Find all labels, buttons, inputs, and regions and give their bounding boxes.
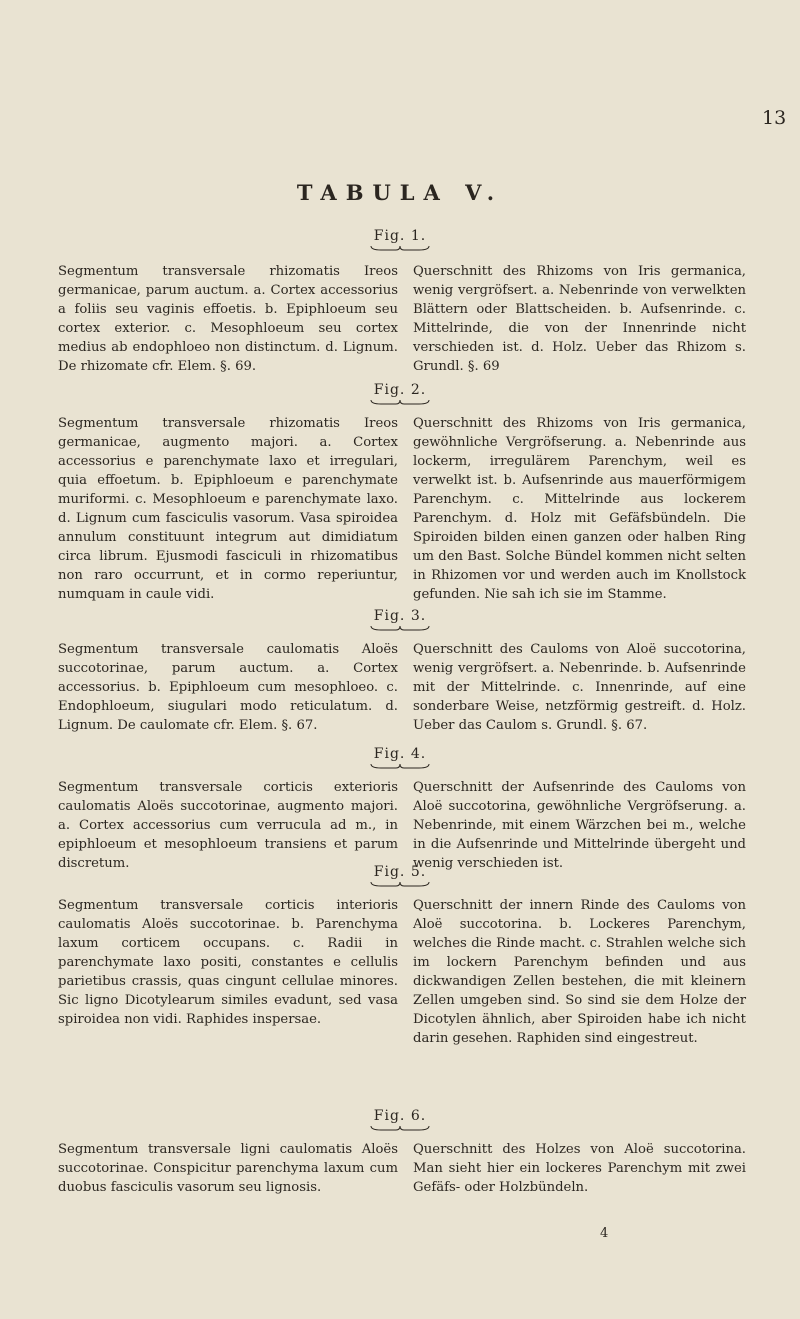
figure-label-text: Fig. 3. <box>373 608 427 624</box>
latin-text: Segmentum transversale ligni caulomatis Aloës succotorinae. Conspicitur parenchyma laxum cum duobus fasciculis vasorum seu lignosis. <box>58 1142 398 1195</box>
figure-label <box>0 608 800 631</box>
figure-label-text: Fig. 6. <box>373 1108 427 1124</box>
german-text: Querschnitt des Holzes von Aloë succotorina. Man sieht hier ein lockeres Parenchym mit zwei Gefäfs- oder Holzbündeln. <box>413 1142 746 1195</box>
german-text: Querschnitt der innern Rinde des Cauloms von Aloë succotorina. b. Lockeres Parenchym, welches die Rinde macht. c. Strahlen welche sich im lockern Parenchym befinden und aus dickwandigen Zellen bestehen, die mit kleinern Zellen umgeben sind. So sind sie dem Holze der Dicotylen ähnlich, aber Spiroiden habe ich nicht darin gesehen. Raphiden sind eingestreut. <box>413 898 746 1046</box>
german-text: Querschnitt des Rhizoms von Iris germanica, wenig vergröfsert. a. Nebenrinde von verwelkten Blättern oder Blattscheiden. b. Aufsenrinde. c. Mittelrinde, die von der Innenrinde nicht verschieden ist. d. Holz. Ueber das Rhizom s. Grundl. §. 69 <box>413 264 746 374</box>
brace-ornament <box>369 763 431 769</box>
latin-text: Segmentum transversale rhizomatis Ireos germanicae, parum auctum. a. Cortex accessorius a foliis seu vaginis effoetis. b. Epiphloeum seu cortex exterior. c. Mesophloeum seu cortex medius ab endophloeo non distinctum. d. Lignum. De rhizomate cfr. Elem. §. 69. <box>58 264 398 374</box>
latin-text: Segmentum transversale rhizomatis Ireos germanicae, augmento majori. a. Cortex accessorius e parenchymate laxo et irregulari, quia effoetum. b. Epiphloeum e parenchymate muriformi. c. Mesophloeum e parenchymate laxo. d. Lignum cum fasciculis vasorum. Vasa spiroidea annulum constituunt integrum aut dimidiatum circa librum. Ejusmodi fasciculi in rhizomatibus non raro occurrunt, et in cormo reperiuntur, numquam in caule vidi. <box>58 416 398 602</box>
page-number: 13 <box>762 107 787 129</box>
figure-label-text: Fig. 5. <box>373 864 427 880</box>
german-text: Querschnitt der Aufsenrinde des Cauloms von Aloë succotorina, gewöhnliche Vergröfserung. a. Nebenrinde, mit einem Wärzchen bei m., welche in die Aufsenrinde und Mittelrinde übergeht und wenig verschieden ist. <box>413 780 746 871</box>
brace-ornament <box>369 625 431 631</box>
figure-label <box>0 1108 800 1131</box>
plate-title: TABULA V. <box>296 180 504 205</box>
latin-text: Segmentum transversale corticis interioris caulomatis Aloës succotorinae. b. Parenchyma laxum corticem occupans. c. Radii in parenchymate laxo positi, constantes e cellulis parietibus crassis, quas cingunt cellulae minores. Sic ligno Dicotylearum similes evadunt, sed vasa spiroidea non vidi. Raphides inspersae. <box>58 898 398 1027</box>
german-text: Querschnitt des Rhizoms von Iris germanica, gewöhnliche Vergröfserung. a. Nebenrinde aus lockerm, irregulärem Parenchym, weil es verwelkt ist. b. Aufsenrinde aus mauerförmigem Parenchym. c. Mittelrinde aus lockerem Parenchym. d. Holz mit Gefäfsbündeln. Die Spiroiden bilden einen ganzen oder halben Ring um den Bast. Solche Bündel kommen nicht selten in Rhizomen vor und werden auch im Knollstock gefunden. Nie sah ich sie im Stamme. <box>413 416 746 602</box>
latin-text: Segmentum transversale corticis exterioris caulomatis Aloës succotorinae, augmento majori. a. Cortex accessorius cum verrucula ad m., in epiphloeum et mesophloeum transiens et parum discretum. <box>58 780 398 871</box>
figure-label <box>0 382 800 405</box>
figure-label <box>0 864 800 887</box>
latin-text: Segmentum transversale caulomatis Aloës succotorinae, parum auctum. a. Cortex accessorius. b. Epiphloeum cum mesophloeo. c. Endophloeum, siugulari modo reticulatum. d. Lignum. De caulomate cfr. Elem. §. 67. <box>58 642 398 733</box>
brace-ornament <box>369 245 431 251</box>
figure-label <box>0 746 800 769</box>
figure-label-text: Fig. 1. <box>373 228 427 244</box>
brace-ornament <box>369 881 431 887</box>
signature-mark: 4 <box>600 1226 609 1241</box>
figure-label <box>0 228 800 251</box>
brace-ornament <box>369 399 431 405</box>
german-text: Querschnitt des Cauloms von Aloë succotorina, wenig vergröfsert. a. Nebenrinde. b. Aufsenrinde mit der Mittelrinde. c. Innenrinde, auf eine sonderbare Weise, netzförmig gestreift. d. Holz. Ueber das Caulom s. Grundl. §. 67. <box>413 642 746 733</box>
figure-label-text: Fig. 2. <box>373 382 427 398</box>
figure-label-text: Fig. 4. <box>373 746 427 762</box>
brace-ornament <box>369 1125 431 1131</box>
